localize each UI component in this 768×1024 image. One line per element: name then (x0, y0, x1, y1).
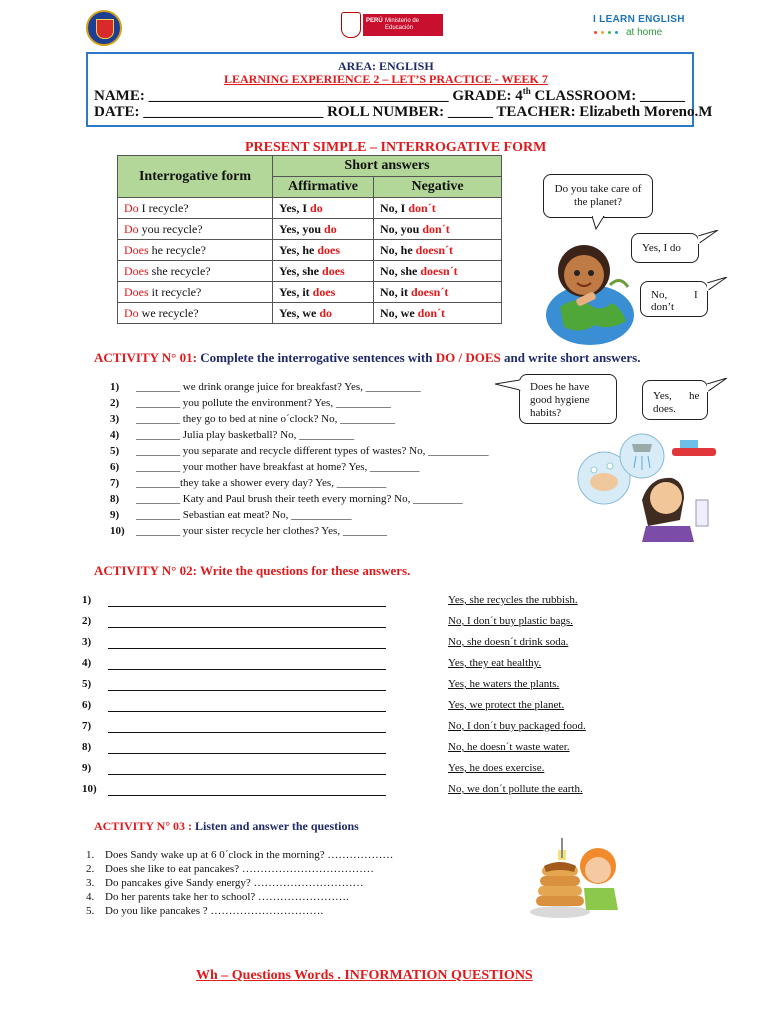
list-item: No, I don´t buy plastic bags. (448, 615, 573, 627)
answer-line[interactable] (108, 774, 386, 775)
kid-with-globe-illustration (540, 235, 640, 345)
list-item: Yes, they eat healthy. (448, 657, 542, 669)
answer-line[interactable] (108, 648, 386, 649)
answer-line[interactable] (108, 606, 386, 607)
bubble-tail-icon (698, 230, 720, 246)
bubble-tail-icon (592, 216, 608, 230)
col-short-answers: Short answers (273, 156, 502, 177)
list-item: Yes, he does exercise. (448, 762, 545, 774)
list-item[interactable]: ________ your mother have breakfast at home? Yes, _________ (136, 461, 420, 473)
brand-subtitle: at home (626, 27, 663, 38)
list-item[interactable]: ________ Katy and Paul brush their teeth every morning? No, _________ (136, 493, 463, 505)
answer-line[interactable] (108, 627, 386, 628)
list-item[interactable]: ________ Julia play basketball? No, __________ (136, 429, 355, 441)
list-item: No, I don´t buy packaged food. (448, 720, 586, 732)
ministry-label: Ministerio de Educación (385, 18, 420, 31)
answer-line[interactable] (108, 753, 386, 754)
list-item: Yes, we protect the planet. (448, 699, 565, 711)
answer-line[interactable] (108, 669, 386, 670)
list-item[interactable]: ________ Sebastian eat meat? No, ___________ (136, 509, 352, 521)
answer-line[interactable] (108, 795, 386, 796)
classroom-field[interactable]: CLASSROOM: ______ (530, 88, 685, 104)
table-row: Do I recycle? Yes, I do No, I don´t (118, 198, 502, 219)
list-item[interactable]: ________they take a shower every day? Yes, _________ (136, 477, 387, 489)
list-item[interactable]: ________ you pollute the environment? Yes, __________ (136, 397, 391, 409)
girl-pancakes-illustration (528, 836, 620, 920)
table-row: Do we recycle? Yes, we do No, we don´t (118, 303, 502, 324)
date-line: DATE: ________________________ ROLL NUMBER: ______ TEACHER: Elizabeth Moreno.M (94, 104, 713, 120)
brand-dot (615, 31, 618, 34)
brand-title: I LEARN ENGLISH (593, 14, 685, 25)
peru-shield-icon (341, 12, 361, 38)
list-item: Yes, he waters the plants. (448, 678, 560, 690)
footer-title: Wh – Questions Words . INFORMATION QUESTIONS (196, 968, 533, 983)
col-affirmative: Affirmative (273, 177, 374, 198)
list-item: No, she doesn´t drink soda. (448, 636, 569, 648)
speech-bubble-hygiene-answer: Yes, he does. (642, 380, 708, 420)
hygiene-boy-illustration (572, 430, 722, 542)
bubble-tail-icon (707, 378, 729, 394)
list-item[interactable]: ________ they go to bed at nine o´clock? No, __________ (136, 413, 396, 425)
list-item[interactable]: Do you like pancakes ? …………………………. (105, 905, 324, 917)
name-field[interactable]: ________________________________________ (148, 88, 449, 104)
activity-1-heading: ACTIVITY N° 01: Complete the interrogative sentences with DO / DOES and write short answers. (94, 350, 641, 365)
bubble-tail-icon (495, 378, 521, 394)
date-field[interactable]: ________________________ (143, 104, 324, 120)
list-item: No, we don´t pollute the earth. (448, 783, 583, 795)
table-row: Does she recycle? Yes, she does No, she doesn´t (118, 261, 502, 282)
answer-line[interactable] (108, 690, 386, 691)
speech-bubble-hygiene-question: Does he have good hygiene habits? (519, 374, 617, 424)
grammar-title: PRESENT SIMPLE – INTERROGATIVE FORM (245, 140, 547, 155)
table-row: Does it recycle? Yes, it does No, it doesn´t (118, 282, 502, 303)
list-item: Yes, she recycles the rubbish. (448, 594, 578, 606)
ministry-logo (341, 12, 445, 38)
col-negative: Negative (374, 177, 502, 198)
table-row: Does he recycle? Yes, he does No, he doesn´t (118, 240, 502, 261)
grammar-table (117, 155, 502, 324)
teacher-label: TEACHER: Elizabeth Moreno.M (492, 104, 713, 120)
speech-bubble-no: No, I don’t (640, 281, 708, 317)
list-item[interactable]: Does she like to eat pancakes? ……………………………… (105, 863, 374, 875)
area-label: AREA: ENGLISH (338, 59, 434, 73)
brand-dot (608, 31, 611, 34)
answer-line[interactable] (108, 732, 386, 733)
activity-3-heading: ACTIVITY N° 03 : Listen and answer the questions (94, 819, 359, 833)
list-item[interactable]: Does Sandy wake up at 6 0´clock in the morning? ……………… (105, 849, 394, 861)
list-item[interactable]: ________ you separate and recycle different types of wastes? No, ___________ (136, 445, 489, 457)
table-row: Do you recycle? Yes, you do No, you don´t (118, 219, 502, 240)
learning-experience-label: LEARNING EXPERIENCE 2 – LET’S PRACTICE - WEEK 7 (224, 72, 548, 86)
bubble-tail-icon (707, 277, 729, 293)
activity-2-heading: ACTIVITY N° 02: Write the questions for these answers. (94, 563, 411, 578)
list-item[interactable]: Do her parents take her to school? ……………………. (105, 891, 349, 903)
answer-line[interactable] (108, 711, 386, 712)
brand-dot (601, 31, 604, 34)
peru-label: PERÚ (366, 18, 383, 24)
col-interrogative-form: Interrogative form (118, 156, 273, 198)
school-crest-icon (86, 10, 122, 46)
list-item: No, he doesn´t waste water. (448, 741, 570, 753)
brand-dot (594, 31, 597, 34)
speech-bubble-question: Do you take care of the planet? (543, 174, 653, 218)
name-line: NAME: ________________________________________ GRADE: 4th CLASSROOM: ______ (94, 86, 685, 104)
list-item[interactable]: Do pancakes give Sandy energy? ………………………… (105, 877, 364, 889)
list-item[interactable]: ________ your sister recycle her clothes? Yes, ________ (136, 525, 387, 537)
list-item[interactable]: ________ we drink orange juice for breakfast? Yes, __________ (136, 381, 421, 393)
speech-bubble-yes: Yes, I do (631, 233, 699, 263)
roll-number-field[interactable]: ROLL NUMBER: ______ (323, 104, 493, 120)
